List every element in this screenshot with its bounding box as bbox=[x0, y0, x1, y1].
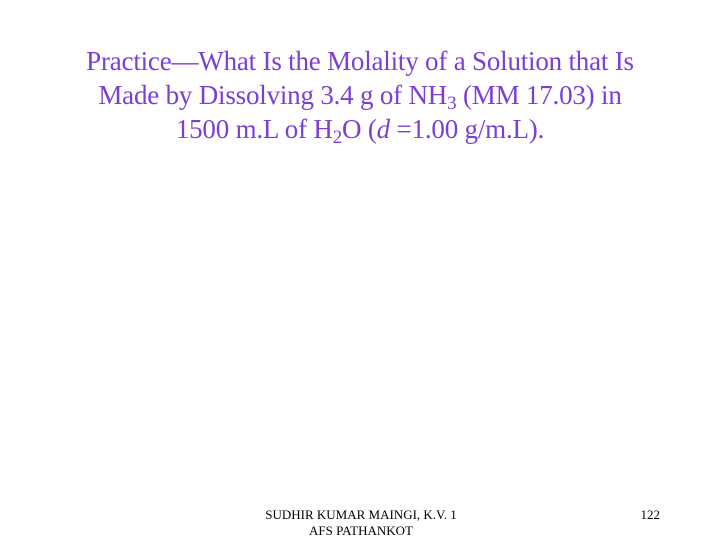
title-line-2-post: (MM 17.03) in bbox=[456, 80, 622, 110]
title-line-3-subscript: 2 bbox=[332, 127, 343, 148]
footer-author-line-2: AFS PATHANKOT bbox=[309, 523, 413, 538]
title-line-2-subscript: 3 bbox=[447, 93, 457, 114]
title-line-3-mid: O ( bbox=[342, 114, 377, 144]
title-line-3-post: =1.00 g/m.L). bbox=[389, 114, 545, 144]
footer-author bbox=[230, 507, 492, 539]
title-line-2-pre: Made by Dissolving 3.4 g of NH bbox=[98, 80, 448, 110]
title-line-2 bbox=[40, 78, 680, 112]
title-line-1-text: Practice—What Is the Molality of a Solution that Is bbox=[86, 46, 634, 76]
title-line-1 bbox=[40, 44, 680, 78]
title-line-3-pre: 1500 m.L of H bbox=[175, 114, 333, 144]
slide-title bbox=[40, 44, 680, 146]
page-number: 122 bbox=[640, 507, 660, 522]
title-line-3-italic: d bbox=[376, 114, 390, 144]
title-line-3 bbox=[40, 112, 680, 146]
footer-author-line-1: SUDHIR KUMAR MAINGI, K.V. 1 bbox=[265, 507, 457, 522]
